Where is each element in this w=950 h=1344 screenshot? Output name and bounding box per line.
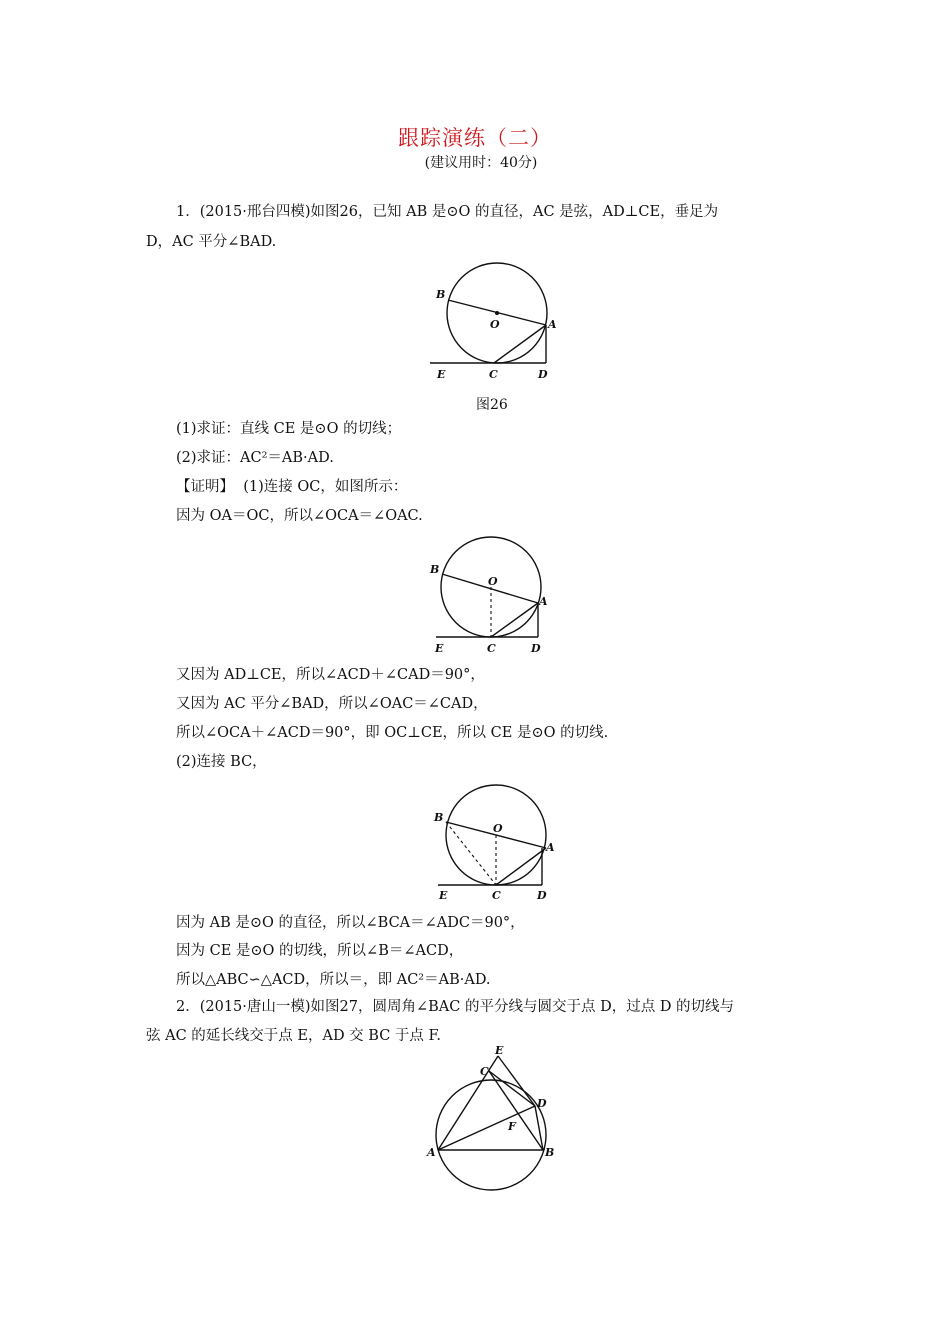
label-b: B <box>436 288 446 301</box>
figure-26-caption: 图26 <box>476 397 508 413</box>
label-e: E <box>495 1044 504 1057</box>
center-point <box>495 311 499 315</box>
label-b: B <box>434 811 444 824</box>
label-a: A <box>546 841 555 854</box>
proof-step-2: 又因为 AD⊥CE，所以∠ACD＋∠CAD＝90°， <box>176 667 485 683</box>
proof-intro: (1)连接 OC，如图所示： <box>243 479 408 495</box>
chord-ac <box>496 848 546 885</box>
label-a: A <box>427 1146 436 1159</box>
label-c: C <box>480 1065 489 1078</box>
chord-cd <box>489 1071 535 1106</box>
label-a: A <box>548 318 557 331</box>
proof-step-6: 因为 CE 是⊙O 的切线，所以∠B＝∠ACD， <box>176 943 464 959</box>
proof-heading <box>176 477 407 497</box>
label-c: C <box>492 889 501 902</box>
problem1-part2: (2)求证：AC²＝AB·AD. <box>176 450 334 466</box>
label-o: O <box>488 575 498 588</box>
label-b: B <box>430 563 440 576</box>
problem1-part1: (1)求证：直线 CE 是⊙O 的切线； <box>176 421 402 437</box>
circle <box>436 1080 546 1190</box>
label-f: F <box>508 1120 516 1133</box>
label-o: O <box>493 822 503 835</box>
label-a: A <box>539 595 548 608</box>
figure-27 <box>424 1044 564 1188</box>
segment-bc <box>446 822 496 885</box>
problem2-stem-line1: 2．(2015·唐山一模)如图27，圆周角∠BAC 的平分线与圆交于点 D，过点 D 的切线与 <box>176 999 735 1015</box>
label-c: C <box>487 642 496 655</box>
label-o: O <box>490 318 500 331</box>
figure-26 <box>428 258 568 388</box>
problem1-stem-line2: D，AC 平分∠BAD. <box>146 234 277 250</box>
proof-step-7: 所以△ABC∽△ACD，所以＝，即 AC²＝AB·AD. <box>176 972 491 988</box>
proof-part2-intro: (2)连接 BC， <box>176 754 267 770</box>
label-d: D <box>538 368 548 381</box>
page-subtitle: (建议用时：40分) <box>424 155 538 171</box>
label-e: E <box>439 889 448 902</box>
problem1-stem-line1: 1．(2015·邢台四模)如图26，已知 AB 是⊙O 的直径，AC 是弦，AD⊥CE，垂足为 <box>176 204 719 220</box>
page-title: 跟踪演练（二） <box>398 126 552 150</box>
label-c: C <box>489 368 498 381</box>
proof-step-1: 因为 OA＝OC，所以∠OCA＝∠OAC. <box>176 508 423 524</box>
proof-step-3: 又因为 AC 平分∠BAD，所以∠OAC＝∠CAD， <box>176 696 488 712</box>
proof-step-4: 所以∠OCA＋∠ACD＝90°，即 OC⊥CE，所以 CE 是⊙O 的切线. <box>176 725 609 741</box>
label-e: E <box>435 642 444 655</box>
label-d: D <box>537 889 547 902</box>
label-e: E <box>437 368 446 381</box>
chord-cb <box>489 1071 543 1150</box>
figure-proof-2 <box>428 780 568 910</box>
figure-proof-1 <box>428 533 568 663</box>
label-d: D <box>531 642 541 655</box>
proof-step-5: 因为 AB 是⊙O 的直径，所以∠BCA＝∠ADC＝90°， <box>176 915 525 931</box>
label-b: B <box>545 1146 555 1159</box>
proof-label: 【证明】 <box>176 479 234 495</box>
label-d: D <box>537 1097 547 1110</box>
problem2-stem-line2: 弦 AC 的延长线交于点 E，AD 交 BC 于点 F. <box>146 1028 441 1044</box>
